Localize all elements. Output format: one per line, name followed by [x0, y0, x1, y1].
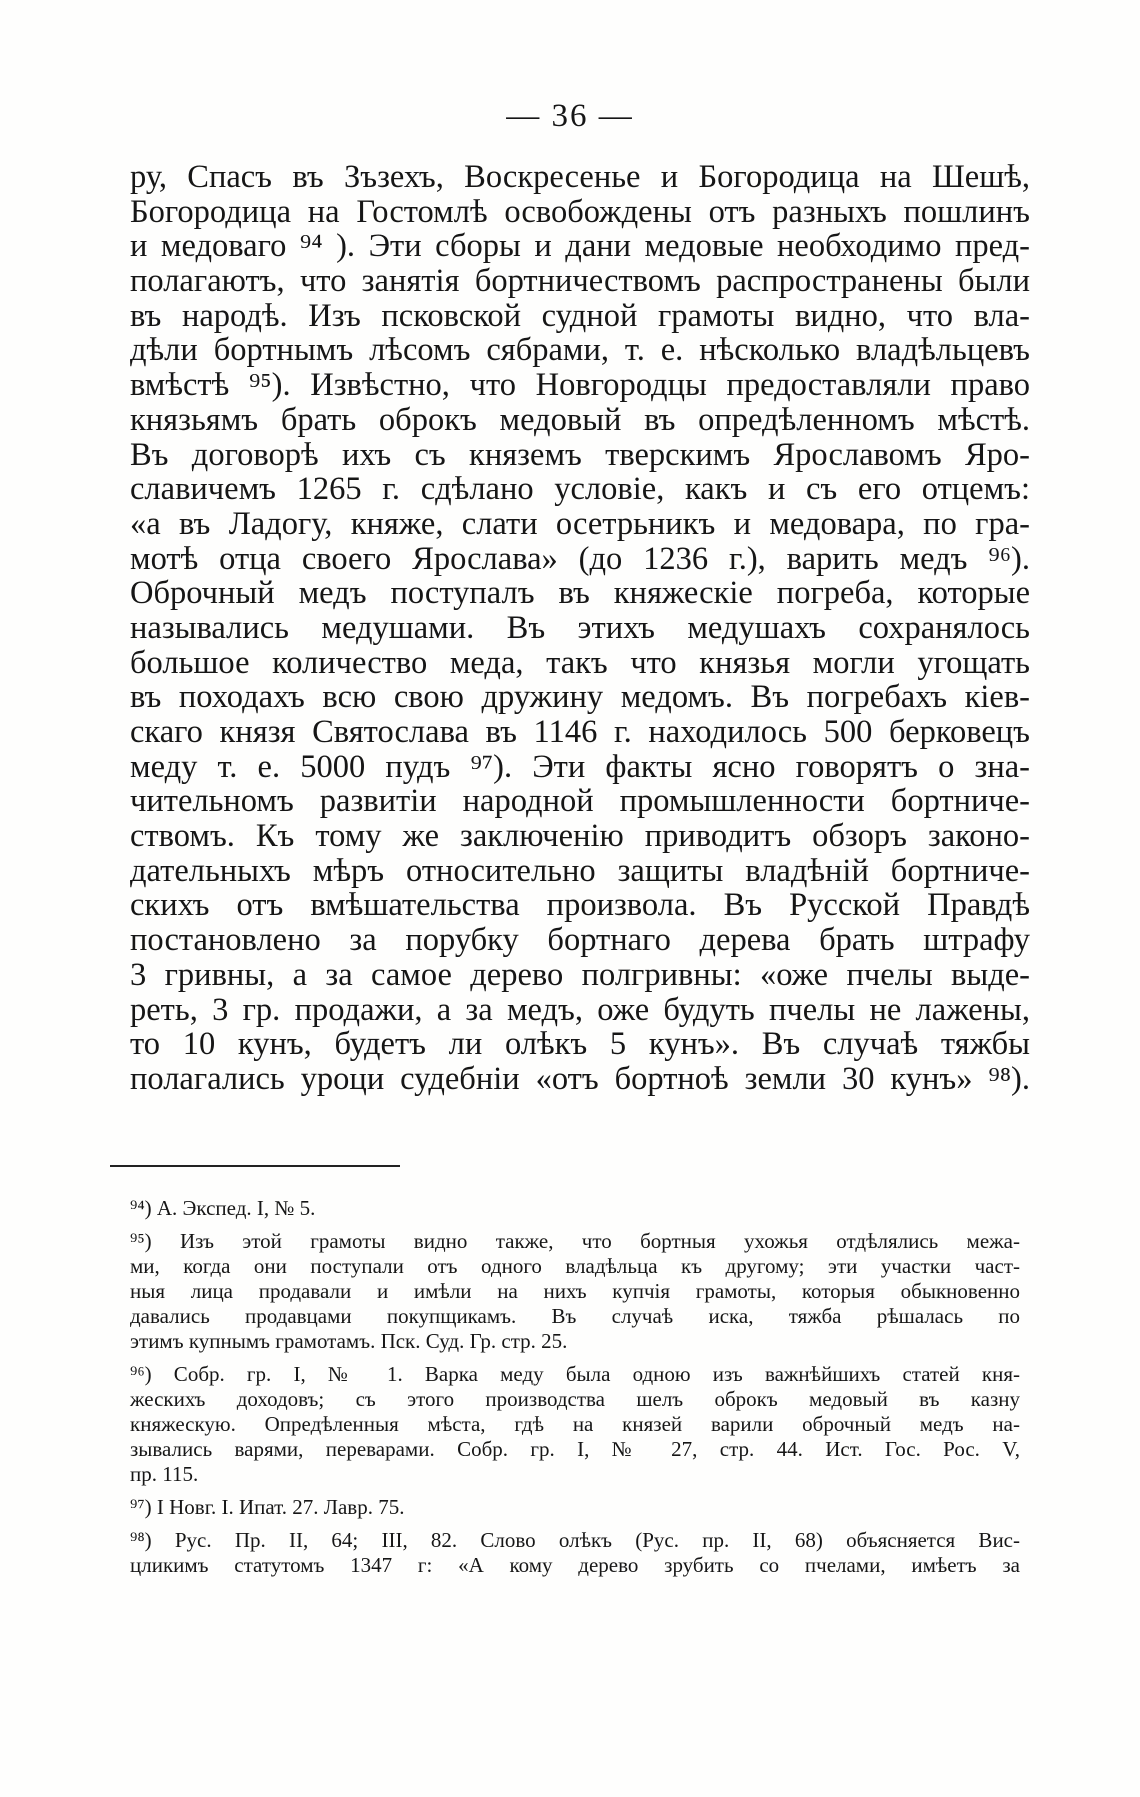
text-line: 3 гривны, а за самое дерево полгривны: «оже пчелы выде- [130, 956, 1030, 993]
text-line: мотѣ отца своего Ярослава» (до 1236 г.), варить медъ ⁹⁶). [130, 540, 1030, 577]
main-text-block [130, 160, 1030, 1097]
footnote-95-line: ныя лица продавали и имѣли на нихъ купчія грамоты, которыя обыкновенно [130, 1279, 1020, 1303]
footnotes-block [130, 1196, 1020, 1578]
footnote-96-line: жескихъ доходовъ; съ этого производства шелъ оброкъ медовый въ казну [130, 1387, 1020, 1411]
footnote-98-line: цликимъ статутомъ 1347 г: «А кому дерево зрубить со пчелами, имѣетъ за [130, 1553, 1020, 1577]
text-line: и медоваго ⁹⁴ ). Эти сборы и дани медовые необходимо пред- [130, 228, 1030, 265]
footnote-95-line: этимъ купнымъ грамотамъ. Пск. Суд. Гр. стр. 25. [130, 1329, 568, 1353]
text-line: Богородица на Гостомлѣ освобождены отъ разныхъ пошлинъ [130, 193, 1030, 230]
text-line: Оброчный медъ поступалъ въ княжескіе погреба, которые [130, 575, 1030, 612]
text-line: скихъ отъ вмѣшательства произвола. Въ Русской Правдѣ [130, 887, 1030, 924]
text-line: въ походахъ всю свою дружину медомъ. Въ погребахъ кіев- [130, 679, 1030, 716]
text-line: князьямъ брать оброкъ медовый въ опредѣленномъ мѣстѣ. [130, 401, 1030, 438]
footnote-96-line: зывались варями, переварами. Собр. гр. I, № 27, стр. 44. Ист. Гос. Рос. V, [130, 1437, 1020, 1461]
footnote-95-line: ⁹⁵) Изъ этой грамоты видно также, что бортныя ухожья отдѣлялись межа- [130, 1229, 1020, 1253]
footnote-95-line: ми, когда они поступали отъ одного владѣльца къ другому; эти участки част- [130, 1254, 1020, 1278]
text-line: ру, Спасъ въ Зъзехъ, Воскресенье и Богородица на Шешѣ, [130, 159, 1030, 195]
text-line: назывались медушами. Въ этихъ медушахъ сохранялось [130, 609, 1030, 646]
footnote-97: ⁹⁷) I Новг. I. Ипат. 27. Лавр. 75. [130, 1495, 405, 1519]
text-line: Въ договорѣ ихъ съ княземъ тверскимъ Ярославомъ Яро- [130, 436, 1030, 473]
text-line: полагаютъ, что занятія бортничествомъ распространены были [130, 263, 1030, 300]
footnote-96-line: княжескую. Опредѣленныя мѣста, гдѣ на князей варили оброчный медъ на- [130, 1412, 1020, 1436]
footnote-96-line: пр. 115. [130, 1462, 199, 1486]
text-line: реть, 3 гр. продажи, а за медъ, оже будуть пчелы не лажены, [130, 991, 1030, 1028]
footnote-96-line: ⁹⁶) Собр. гр. I, № 1. Варка меду была одною изъ важнѣйшихъ статей кня- [130, 1362, 1020, 1386]
text-line: большое количество меда, такъ что князья могли угощать [130, 644, 1030, 681]
footnote-separator [110, 1165, 400, 1167]
text-line: «а въ Ладогу, княже, слати осетрьникъ и медовара, по гра- [130, 505, 1030, 542]
footnote-95-line: давались продавцами покупщикамъ. Въ случаѣ иска, тяжба рѣшалась по [130, 1304, 1020, 1328]
text-line: ствомъ. Къ тому же заключенію приводитъ обзоръ законо- [130, 818, 1030, 855]
text-line: славичемъ 1265 г. сдѣлано условіе, какъ и съ его отцемъ: [130, 471, 1030, 508]
text-line: въ народѣ. Изъ псковской судной грамоты видно, что вла- [130, 297, 1030, 334]
text-line: постановлено за порубку бортнаго дерева брать штрафу [130, 922, 1030, 959]
text-line: чительномъ развитіи народной промышленности бортниче- [130, 783, 1030, 820]
text-line: вмѣстѣ ⁹⁵). Извѣстно, что Новгородцы предоставляли право [130, 367, 1030, 404]
page-number: — 36 — [506, 98, 634, 134]
text-line: скаго князя Святослава въ 1146 г. находилось 500 берковецъ [130, 714, 1030, 750]
text-line: дѣли бортнымъ лѣсомъ сябрами, т. е. нѣсколько владѣльцевъ [130, 332, 1030, 369]
text-line: дательныхъ мѣръ относительно защиты владѣній бортниче- [130, 852, 1030, 889]
footnote-94: ⁹⁴) А. Экспед. I, № 5. [130, 1196, 316, 1220]
text-line: меду т. е. 5000 пудъ ⁹⁷). Эти факты ясно говорятъ о зна- [130, 748, 1030, 785]
text-line: то 10 кунъ, будетъ ли олѣкъ 5 кунъ». Въ случаѣ тяжбы [130, 1026, 1030, 1063]
footnote-98-line: ⁹⁸) Рус. Пр. II, 64; III, 82. Слово олѣкъ (Рус. пр. II, 68) объясняется Вис- [130, 1528, 1020, 1552]
text-line: полагались уроци судебніи «отъ бортноѣ земли 30 кунъ» ⁹⁸). [130, 1060, 1030, 1097]
